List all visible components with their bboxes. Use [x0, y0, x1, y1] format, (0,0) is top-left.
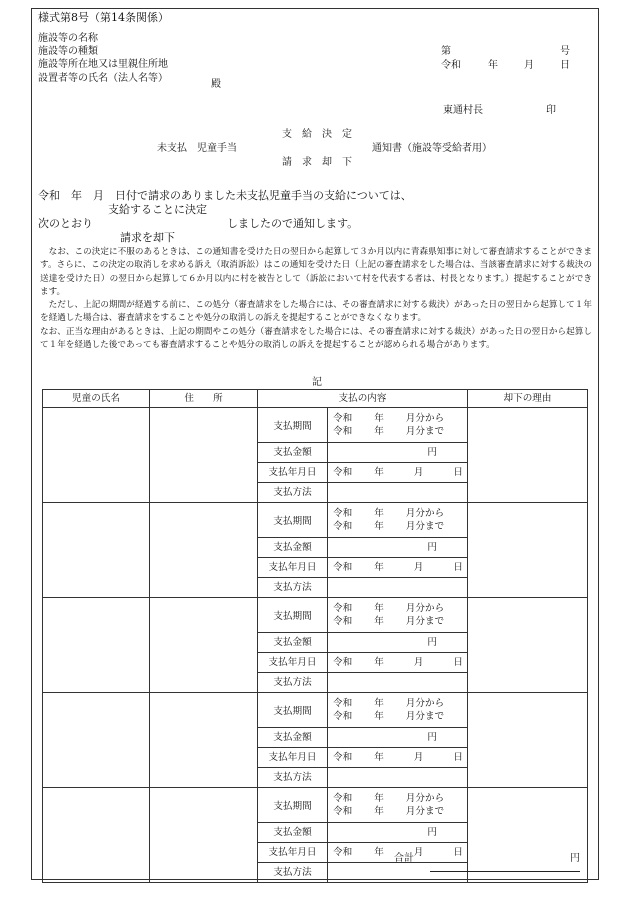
issuer-name: 東通村長 — [443, 105, 483, 116]
amount-value[interactable] — [328, 728, 468, 748]
address-cell[interactable] — [150, 788, 258, 883]
pay-date-day: 日 — [453, 467, 463, 478]
pay-date-label: 支払年月日 — [258, 843, 328, 863]
address-cell[interactable] — [150, 693, 258, 788]
amount-value[interactable] — [328, 633, 468, 653]
period-to-year: 年 — [374, 521, 384, 532]
form-page — [31, 8, 599, 880]
period-label: 支払期間 — [258, 408, 328, 443]
period-to-month: 月分まで — [405, 521, 445, 532]
pay-date-year: 年 — [374, 752, 384, 763]
period-from-era: 令和 — [333, 413, 353, 424]
header-child-name: 児童の氏名 — [43, 390, 150, 408]
notice-1: なお、この決定に不服のあるときは、この通知書を受けた日の翌日から起算して３か月以内に青森県知事に対して審査請求することができます。さらに、この決定の取消しを求める訴え（取消訴訟）はこの通知を受けた日（上記の審査請求をした場合は、当該審査請求に対する裁決の送達を受けた日）の翌日から起算して６か月以内に村を被告として（訴訟において村を代表する者は、村長となります。）提起することができます。 — [40, 247, 592, 298]
total-label: 合計 — [394, 853, 414, 864]
period-from-era: 令和 — [333, 793, 353, 804]
period-from-month: 月分から — [405, 793, 445, 804]
amount-label: 支払金額 — [258, 538, 328, 558]
total-amount-field[interactable] — [430, 871, 580, 872]
table-row — [43, 598, 588, 633]
pay-date-label: 支払年月日 — [258, 558, 328, 578]
header-rejection-reason: 却下の理由 — [468, 390, 588, 408]
rejection-reason-cell[interactable] — [468, 598, 588, 693]
method-value[interactable] — [328, 578, 468, 598]
period-label: 支払期間 — [258, 598, 328, 633]
amount-value[interactable] — [328, 538, 468, 558]
title-right: 通知書（施設等受給者用） — [372, 143, 492, 154]
period-from-month: 月分から — [405, 413, 445, 424]
pay-date-day: 日 — [453, 752, 463, 763]
header-payment-content: 支払の内容 — [258, 390, 468, 408]
yen-unit: 円 — [427, 542, 437, 553]
body-line-2-prefix: 次のとおり — [38, 217, 93, 230]
method-label: 支払方法 — [258, 483, 328, 503]
pay-date-label: 支払年月日 — [258, 653, 328, 673]
yen-unit: 円 — [427, 637, 437, 648]
rejection-reason-cell[interactable] — [468, 788, 588, 883]
period-to-era: 令和 — [333, 711, 353, 722]
body-line-1: 令和 年 月 日付で請求のありました未支払児童手当の支給については、 — [38, 189, 412, 202]
pay-date-day: 日 — [453, 847, 463, 858]
period-to-month: 月分まで — [405, 711, 445, 722]
ki-mark: 記 — [312, 377, 322, 388]
date-month: 月 — [524, 60, 534, 71]
period-to-era: 令和 — [333, 616, 353, 627]
period-value[interactable] — [328, 788, 468, 823]
child-name-cell[interactable] — [43, 408, 150, 503]
method-value[interactable] — [328, 483, 468, 503]
body-choice-top: 支給することに決定 — [108, 203, 207, 216]
notice-3: なお、正当な理由があるときは、上記の期間やこの処分（審査請求をした場合には、その審査請求に対する裁決）があった日の翌日から起算して１年を経過した後であっても審査請求することや処分の取消しの訴えを提起することが認められる場合があります。 — [40, 327, 592, 351]
period-from-era: 令和 — [333, 603, 353, 614]
table-row — [43, 788, 588, 823]
address-cell[interactable] — [150, 598, 258, 693]
notice-2: ただし、上記の期間が経過する前に、この処分（審査請求をした場合には、その審査請求に対する裁決）があった日の翌日から起算して１年を経過した場合は、審査請求をすることや処分の取消しの訴えを提起することができなくなります。 — [40, 300, 592, 324]
pay-date-day: 日 — [453, 562, 463, 573]
header-address: 住 所 — [150, 390, 258, 408]
pay-date-value[interactable] — [328, 463, 468, 483]
method-label: 支払方法 — [258, 578, 328, 598]
period-value[interactable] — [328, 408, 468, 443]
amount-label: 支払金額 — [258, 728, 328, 748]
body-line-2-suffix: しましたので通知します。 — [227, 217, 359, 230]
pay-date-month: 月 — [413, 847, 424, 858]
period-to-year: 年 — [374, 711, 384, 722]
yen-unit: 円 — [427, 827, 437, 838]
pay-date-label: 支払年月日 — [258, 748, 328, 768]
title-left: 未支払 児童手当 — [157, 143, 237, 154]
form-number: 様式第8号（第14条関係） — [38, 11, 169, 24]
period-from-year: 年 — [374, 698, 384, 709]
period-to-year: 年 — [374, 426, 384, 437]
period-value[interactable] — [328, 503, 468, 538]
table-row — [43, 408, 588, 443]
period-to-era: 令和 — [333, 521, 353, 532]
pay-date-month: 月 — [413, 752, 424, 763]
rejection-reason-cell[interactable] — [468, 408, 588, 503]
pay-date-year: 年 — [374, 562, 384, 573]
period-to-month: 月分まで — [405, 616, 445, 627]
period-to-month: 月分まで — [405, 426, 445, 437]
amount-label: 支払金額 — [258, 443, 328, 463]
amount-value[interactable] — [328, 443, 468, 463]
date-day: 日 — [560, 60, 570, 71]
pay-date-day: 日 — [453, 657, 463, 668]
pay-date-value[interactable] — [328, 653, 468, 673]
payment-table — [42, 389, 588, 883]
amount-value[interactable] — [328, 823, 468, 843]
yen-unit: 円 — [427, 732, 437, 743]
facility-type-label: 施設等の種類 — [38, 46, 98, 57]
table-row — [43, 693, 588, 728]
period-to-era: 令和 — [333, 806, 353, 817]
child-name-cell[interactable] — [43, 788, 150, 883]
period-from-era: 令和 — [333, 698, 353, 709]
table-row — [43, 503, 588, 538]
period-from-month: 月分から — [405, 603, 445, 614]
facility-owner-label: 設置者等の氏名（法人名等） — [38, 73, 168, 84]
issuer-seal: 印 — [546, 105, 556, 116]
period-from-year: 年 — [374, 793, 384, 804]
pay-date-year: 年 — [374, 657, 384, 668]
method-value[interactable] — [328, 673, 468, 693]
child-name-cell[interactable] — [43, 598, 150, 693]
period-label: 支払期間 — [258, 693, 328, 728]
pay-date-era: 令和 — [333, 847, 353, 858]
period-from-year: 年 — [374, 603, 384, 614]
period-label: 支払期間 — [258, 788, 328, 823]
yen-unit: 円 — [427, 447, 437, 458]
pay-date-month: 月 — [413, 657, 424, 668]
address-cell[interactable] — [150, 408, 258, 503]
pay-date-era: 令和 — [333, 467, 353, 478]
method-label: 支払方法 — [258, 673, 328, 693]
method-value[interactable] — [328, 863, 468, 883]
title-top: 支 給 決 定 — [282, 129, 352, 140]
date-year: 年 — [488, 60, 498, 71]
period-to-era: 令和 — [333, 426, 353, 437]
doc-number-suffix: 号 — [560, 46, 570, 57]
pay-date-month: 月 — [413, 562, 424, 573]
address-cell[interactable] — [150, 503, 258, 598]
period-from-era: 令和 — [333, 508, 353, 519]
pay-date-era: 令和 — [333, 752, 353, 763]
pay-date-era: 令和 — [333, 562, 353, 573]
date-era: 令和 — [441, 60, 461, 71]
period-value[interactable] — [328, 598, 468, 633]
pay-date-value[interactable] — [328, 748, 468, 768]
period-label: 支払期間 — [258, 503, 328, 538]
child-name-cell[interactable] — [43, 693, 150, 788]
pay-date-label: 支払年月日 — [258, 463, 328, 483]
pay-date-month: 月 — [413, 467, 424, 478]
period-to-month: 月分まで — [405, 806, 445, 817]
method-value[interactable] — [328, 768, 468, 788]
amount-label: 支払金額 — [258, 633, 328, 653]
period-from-year: 年 — [374, 413, 384, 424]
period-from-month: 月分から — [405, 698, 445, 709]
method-label: 支払方法 — [258, 768, 328, 788]
facility-address-label: 施設等所在地又は里親住所地 — [38, 59, 168, 70]
amount-label: 支払金額 — [258, 823, 328, 843]
title-bottom: 請 求 却 下 — [282, 157, 352, 168]
doc-number-prefix: 第 — [441, 46, 451, 57]
total-unit: 円 — [570, 853, 580, 864]
period-to-year: 年 — [374, 616, 384, 627]
body-choice-bottom: 請求を却下 — [120, 231, 175, 244]
honorific: 殿 — [211, 79, 221, 90]
period-value[interactable] — [328, 693, 468, 728]
child-name-cell[interactable] — [43, 503, 150, 598]
table-header-row — [43, 390, 588, 408]
pay-date-era: 令和 — [333, 657, 353, 668]
pay-date-year: 年 — [374, 847, 384, 858]
pay-date-year: 年 — [374, 467, 384, 478]
facility-name-label: 施設等の名称 — [38, 33, 98, 44]
rejection-reason-cell[interactable] — [468, 503, 588, 598]
rejection-reason-cell[interactable] — [468, 693, 588, 788]
period-from-year: 年 — [374, 508, 384, 519]
method-label: 支払方法 — [258, 863, 328, 883]
period-to-year: 年 — [374, 806, 384, 817]
pay-date-value[interactable] — [328, 558, 468, 578]
period-from-month: 月分から — [405, 508, 445, 519]
